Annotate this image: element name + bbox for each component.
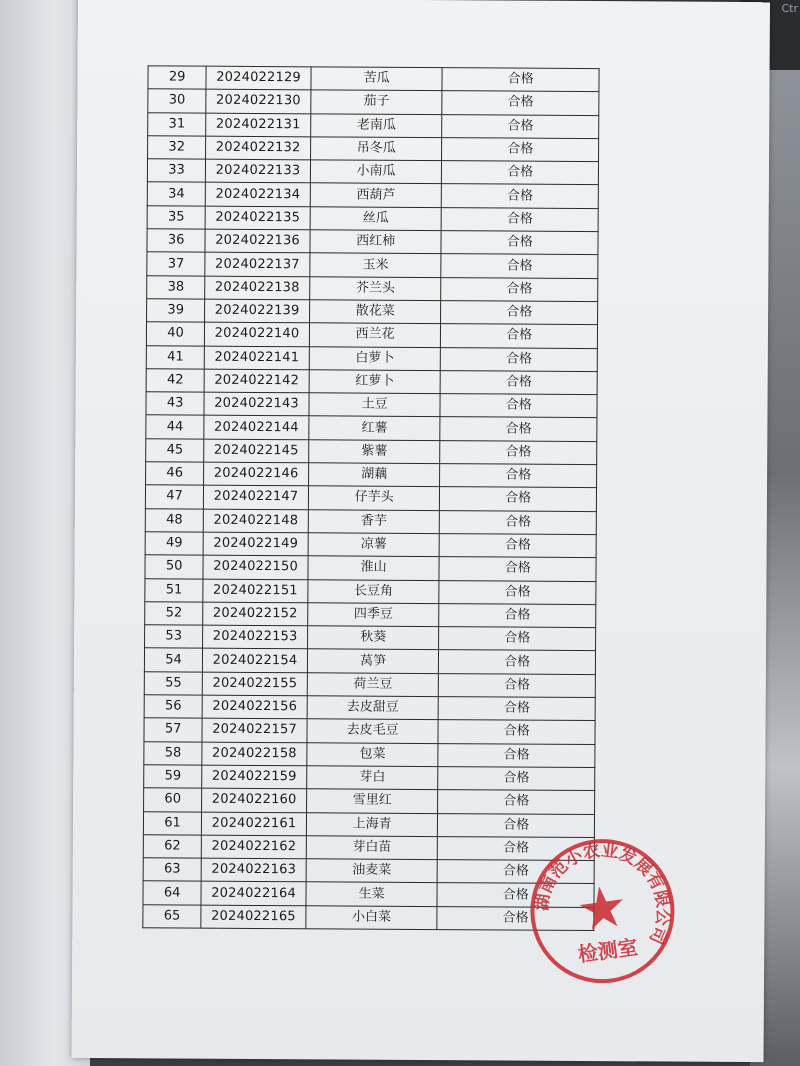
test-result: 合格: [439, 580, 596, 604]
test-result: 合格: [438, 743, 595, 767]
table-row: [145, 508, 596, 534]
table-row: [148, 66, 599, 92]
vegetable-name: 上海青: [306, 812, 438, 836]
table-row: [146, 439, 597, 465]
row-number: 55: [144, 672, 202, 696]
row-number: 37: [147, 252, 205, 276]
row-number: 50: [145, 555, 203, 579]
sample-code: 2024022147: [204, 486, 309, 510]
sample-code: 2024022134: [205, 183, 310, 207]
sample-code: 2024022145: [204, 439, 309, 463]
test-result: 合格: [439, 650, 596, 674]
sample-code: 2024022135: [205, 206, 310, 230]
sample-code: 2024022133: [206, 159, 311, 183]
sample-code: 2024022146: [204, 462, 309, 486]
table-row: [147, 182, 598, 208]
sample-code: 2024022142: [204, 369, 309, 393]
test-result: 合格: [438, 720, 595, 744]
table-row: [145, 625, 596, 651]
test-result: 合格: [438, 767, 595, 791]
row-number: 39: [147, 299, 205, 323]
test-result: 合格: [442, 161, 599, 185]
row-number: 54: [144, 648, 202, 672]
vegetable-name: 四季豆: [308, 603, 440, 627]
test-result: 合格: [440, 534, 597, 558]
vegetable-name: 白萝卜: [309, 346, 441, 370]
row-number: 48: [145, 508, 203, 532]
row-number: 33: [147, 159, 205, 183]
test-result: 合格: [439, 603, 596, 627]
table-row: [145, 532, 596, 558]
vegetable-name: 荷兰豆: [307, 673, 439, 697]
vegetable-name: 老南瓜: [311, 113, 443, 137]
vegetable-name: 包菜: [307, 742, 439, 766]
row-number: 29: [148, 66, 206, 90]
row-number: 61: [143, 811, 201, 835]
official-seal-stamp: [518, 827, 687, 996]
sample-code: 2024022164: [201, 882, 306, 906]
table-row: [145, 578, 596, 604]
sample-code: 2024022165: [201, 905, 306, 929]
vegetable-name: 西红柿: [310, 230, 442, 254]
sample-code: 2024022141: [204, 346, 309, 370]
edge-label: Ctr: [781, 2, 798, 15]
row-number: 35: [147, 206, 205, 230]
vegetable-name: 玉米: [310, 253, 442, 277]
sample-code: 2024022150: [203, 555, 308, 579]
sample-code: 2024022154: [203, 649, 308, 673]
vegetable-name: 土豆: [309, 393, 441, 417]
sample-code: 2024022162: [201, 835, 306, 859]
test-result: 合格: [440, 464, 597, 488]
sample-code: 2024022155: [202, 672, 307, 696]
sample-code: 2024022160: [202, 788, 307, 812]
vegetable-name: 湖藕: [308, 463, 440, 487]
row-number: 53: [145, 625, 203, 649]
vegetable-name: 油麦菜: [306, 859, 438, 883]
table-row: [144, 672, 595, 698]
sample-code: 2024022132: [206, 136, 311, 160]
sample-code: 2024022148: [203, 509, 308, 533]
table-row: [147, 252, 598, 278]
row-number: 49: [145, 532, 203, 556]
vegetable-name: 茄子: [311, 90, 443, 114]
row-number: 44: [146, 415, 204, 439]
sample-code: 2024022140: [205, 322, 310, 346]
sample-code: 2024022129: [206, 66, 311, 90]
table-row: [147, 206, 598, 232]
sample-code: 2024022151: [203, 579, 308, 603]
sample-code: 2024022152: [203, 602, 308, 626]
seal-star-icon: [577, 883, 626, 930]
vegetable-name: 芽白: [307, 766, 439, 790]
vegetable-name: 紫薯: [309, 440, 441, 464]
row-number: 38: [147, 275, 205, 299]
vegetable-name: 生菜: [306, 882, 438, 906]
test-result: 合格: [438, 813, 595, 837]
vegetable-name: 凉薯: [308, 533, 440, 557]
test-result: 合格: [441, 207, 598, 231]
test-result: 合格: [440, 440, 597, 464]
row-number: 62: [143, 835, 201, 859]
vegetable-name: 苦瓜: [311, 67, 443, 91]
row-number: 45: [146, 439, 204, 463]
test-result: 合格: [439, 627, 596, 651]
vegetable-name: 去皮甜豆: [307, 696, 439, 720]
table-row: [148, 136, 599, 162]
row-number: 31: [148, 112, 206, 136]
vegetable-name: 淮山: [308, 556, 440, 580]
test-result: 合格: [438, 860, 595, 884]
inspection-results-table: [142, 65, 599, 931]
test-result: 合格: [438, 790, 595, 814]
sample-code: 2024022156: [202, 695, 307, 719]
table-row: [147, 159, 598, 185]
test-result: 合格: [439, 557, 596, 581]
sample-code: 2024022143: [204, 392, 309, 416]
vegetable-name: 小南瓜: [310, 160, 442, 184]
sample-code: 2024022159: [202, 765, 307, 789]
test-result: 合格: [441, 301, 598, 325]
vegetable-name: 去皮毛豆: [307, 719, 439, 743]
table-row: [144, 648, 595, 674]
row-number: 60: [144, 788, 202, 812]
test-result: 合格: [439, 697, 596, 721]
row-number: 52: [145, 602, 203, 626]
sample-code: 2024022144: [204, 416, 309, 440]
table-row: [143, 811, 594, 837]
row-number: 30: [148, 89, 206, 113]
test-result: 合格: [442, 91, 599, 115]
test-result: 合格: [441, 277, 598, 301]
vegetable-name: 丝瓜: [310, 207, 442, 231]
test-result: 合格: [439, 673, 596, 697]
sample-code: 2024022131: [206, 113, 311, 137]
row-number: 41: [146, 345, 204, 369]
row-number: 64: [143, 881, 201, 905]
vegetable-name: 秋葵: [307, 626, 439, 650]
sample-code: 2024022161: [202, 812, 307, 836]
vegetable-name: 芽白苗: [306, 836, 438, 860]
vegetable-name: 西兰花: [309, 323, 441, 347]
vegetable-name: 散花菜: [309, 300, 441, 324]
table-row: [144, 741, 595, 767]
seal-ring-text: 湖南范小农业发展有限公司: [531, 840, 673, 947]
table-row: [146, 392, 597, 418]
inspection-table-wrapper: [142, 65, 599, 931]
table-row: [146, 462, 597, 488]
test-result: 合格: [437, 906, 594, 930]
test-result: 合格: [442, 184, 599, 208]
test-result: 合格: [440, 417, 597, 441]
document-page: [72, 0, 770, 1062]
test-result: 合格: [438, 836, 595, 860]
row-number: 32: [148, 136, 206, 160]
row-number: 65: [143, 904, 201, 928]
vegetable-name: 红萝卜: [309, 370, 441, 394]
table-row: [145, 602, 596, 628]
test-result: 合格: [441, 254, 598, 278]
sample-code: 2024022157: [202, 718, 307, 742]
test-result: 合格: [441, 231, 598, 255]
vegetable-name: 红薯: [309, 416, 441, 440]
vegetable-name: 莴笋: [307, 649, 439, 673]
vegetable-name: 吊冬瓜: [310, 137, 442, 161]
test-result: 合格: [441, 347, 598, 371]
row-number: 40: [146, 322, 204, 346]
table-row: [144, 718, 595, 744]
test-result: 合格: [442, 138, 599, 162]
table-row: [147, 229, 598, 255]
sample-code: 2024022163: [201, 858, 306, 882]
vegetable-name: 西葫芦: [310, 183, 442, 207]
row-number: 63: [143, 858, 201, 882]
row-number: 56: [144, 695, 202, 719]
table-row: [144, 765, 595, 791]
row-number: 47: [145, 485, 203, 509]
table-row: [147, 299, 598, 325]
table-row: [146, 415, 597, 441]
table-row: [146, 322, 597, 348]
sample-code: 2024022158: [202, 742, 307, 766]
sample-code: 2024022149: [203, 532, 308, 556]
sample-code: 2024022137: [205, 253, 310, 277]
table-body: [143, 66, 599, 931]
sample-code: 2024022139: [205, 299, 310, 323]
table-row: [148, 89, 599, 115]
test-result: 合格: [437, 883, 594, 907]
test-result: 合格: [442, 68, 599, 92]
row-number: 59: [144, 765, 202, 789]
row-number: 34: [147, 182, 205, 206]
sample-code: 2024022130: [206, 89, 311, 113]
sample-code: 2024022153: [203, 625, 308, 649]
table-row: [146, 345, 597, 371]
table-row: [144, 788, 595, 814]
row-number: 57: [144, 718, 202, 742]
vegetable-name: 芥兰头: [310, 276, 442, 300]
table-row: [146, 369, 597, 395]
vegetable-name: 仔芋头: [308, 486, 440, 510]
test-result: 合格: [441, 370, 598, 394]
vegetable-name: 长豆角: [308, 579, 440, 603]
row-number: 46: [146, 462, 204, 486]
seal-center-text: 检测室: [576, 934, 640, 967]
test-result: 合格: [440, 510, 597, 534]
sample-code: 2024022138: [205, 276, 310, 300]
vegetable-name: 小白菜: [306, 905, 438, 929]
table-row: [148, 112, 599, 138]
test-result: 合格: [442, 114, 599, 138]
vegetable-name: 雪里红: [306, 789, 438, 813]
table-row: [144, 695, 595, 721]
test-result: 合格: [440, 394, 597, 418]
table-row: [145, 555, 596, 581]
test-result: 合格: [441, 324, 598, 348]
row-number: 42: [146, 369, 204, 393]
table-row: [147, 275, 598, 301]
sample-code: 2024022136: [205, 229, 310, 253]
row-number: 58: [144, 741, 202, 765]
row-number: 36: [147, 229, 205, 253]
row-number: 51: [145, 578, 203, 602]
test-result: 合格: [440, 487, 597, 511]
table-row: [145, 485, 596, 511]
row-number: 43: [146, 392, 204, 416]
vegetable-name: 香芋: [308, 509, 440, 533]
